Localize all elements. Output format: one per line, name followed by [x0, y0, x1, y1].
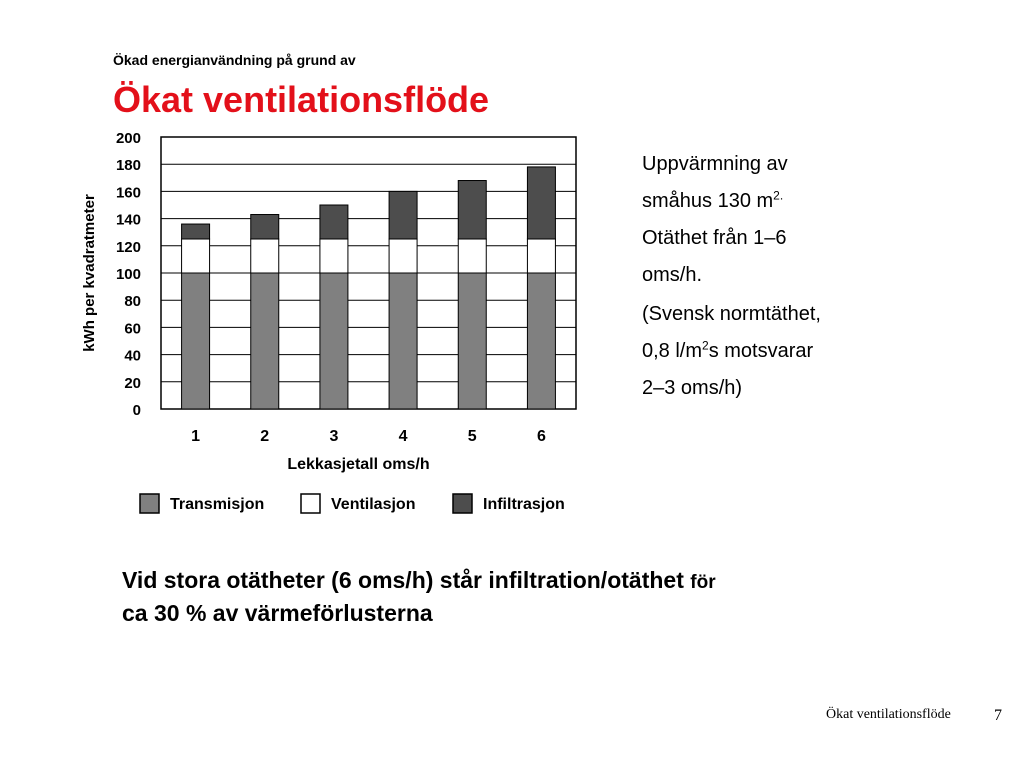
bar-transmisjon [320, 273, 348, 409]
legend-label-infiltrasjon: Infiltrasjon [483, 496, 565, 513]
bar-infiltrasjon [527, 167, 555, 239]
y-tick-label: 40 [124, 347, 141, 365]
page-number: 7 [994, 707, 1002, 724]
side-line-3: Otäthet från 1–6 [642, 227, 787, 249]
y-tick-label: 100 [115, 266, 141, 283]
side-line-6-sup: 2 [702, 338, 709, 353]
y-tick-label: 200 [115, 130, 141, 147]
bar-ventilasjon [458, 239, 486, 273]
legend-swatch-ventilasjon [301, 494, 320, 513]
stacked-bar-chart [70, 125, 600, 525]
legend-swatch-infiltrasjon [453, 494, 472, 513]
bar-transmisjon [458, 273, 486, 409]
side-text-block-2 [642, 296, 892, 407]
y-tick-label: 20 [124, 374, 141, 392]
y-tick-label: 180 [115, 157, 141, 175]
bar-transmisjon [389, 273, 417, 409]
legend-swatch-transmisjon [140, 494, 159, 513]
side-line-5: (Svensk normtäthet, [642, 303, 821, 325]
bar-ventilasjon [251, 239, 279, 273]
side-line-6: 0,8 l/m [642, 340, 703, 362]
side-text [642, 146, 892, 407]
side-line-4: oms/h. [642, 264, 703, 286]
side-line-2-sup: 2. [773, 188, 784, 203]
y-tick-label: 0 [132, 402, 141, 419]
footer-title: Ökat ventilationsflöde [826, 707, 951, 722]
x-tick-label: 6 [536, 428, 546, 445]
x-tick-label: 2 [260, 428, 270, 445]
y-axis-label: kWh per kvadratmeter [81, 194, 98, 352]
x-tick-label: 3 [329, 428, 339, 445]
bar-ventilasjon [527, 239, 555, 273]
x-tick-label: 5 [467, 428, 477, 445]
bottom-note-small: för [690, 572, 716, 593]
bar-transmisjon [527, 273, 555, 409]
bar-ventilasjon [320, 239, 348, 273]
slide-title: Ökat ventilationsflöde [113, 79, 490, 120]
bar-infiltrasjon [320, 205, 348, 239]
legend-label-transmisjon: Transmisjon [170, 496, 265, 513]
y-tick-label: 160 [115, 184, 141, 202]
y-tick-label: 80 [124, 293, 141, 311]
y-tick-label: 60 [124, 320, 141, 338]
bar-infiltrasjon [182, 224, 210, 239]
bar-infiltrasjon [251, 215, 279, 239]
y-tick-label: 140 [115, 211, 141, 229]
bar-ventilasjon [182, 239, 210, 273]
x-tick-label: 1 [191, 428, 201, 445]
bar-infiltrasjon [458, 181, 486, 239]
x-tick-label: 4 [398, 428, 408, 445]
side-text-block-1 [642, 146, 892, 294]
side-line-7: 2–3 oms/h) [642, 377, 743, 399]
bar-transmisjon [251, 273, 279, 409]
side-line-1: Uppvärmning av [642, 153, 788, 175]
side-line-6-post: s motsvarar [708, 340, 814, 362]
bottom-note-line2: ca 30 % av värmeförlusterna [122, 600, 433, 626]
bar-infiltrasjon [389, 191, 417, 239]
legend-label-ventilasjon: Ventilasjon [331, 496, 416, 513]
y-tick-label: 120 [115, 238, 141, 256]
bottom-note-main: Vid stora otätheter (6 oms/h) står infiltration/otäthet [122, 567, 684, 593]
slide-subtitle: Ökad energianvändning på grund av [113, 52, 356, 68]
bar-ventilasjon [389, 239, 417, 273]
x-axis-label: Lekkasjetall oms/h [287, 456, 430, 473]
side-line-2: småhus 130 m [642, 190, 774, 212]
bottom-note [122, 565, 882, 629]
bar-transmisjon [182, 273, 210, 409]
